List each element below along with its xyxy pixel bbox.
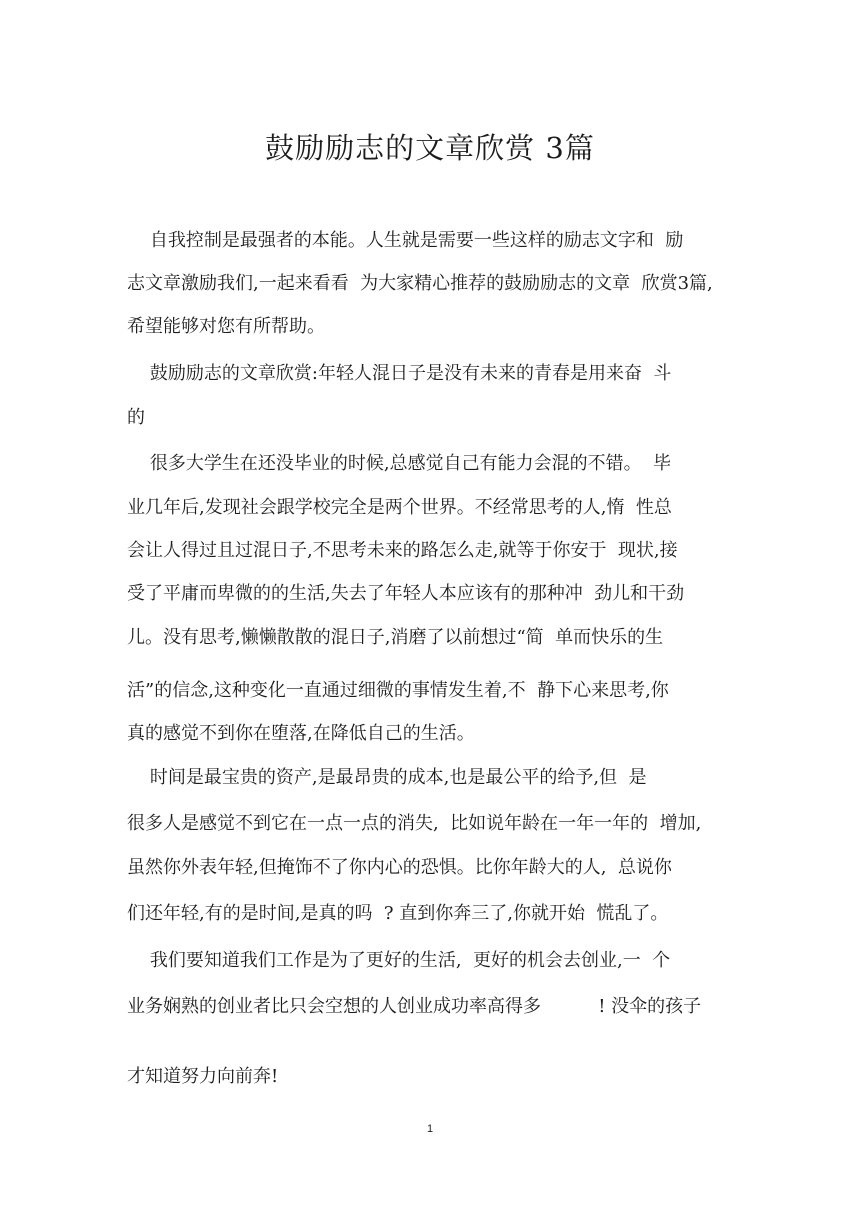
text-line: 才知道努力向前奔! <box>127 1066 279 1087</box>
page-number: 1 <box>426 1123 434 1135</box>
text-line: 业几年后,发现社会跟学校完全是两个世界。不经常思考的人,惰 性总 <box>127 497 672 518</box>
text-line: 受了平庸而卑微的的生活,失去了年轻人本应该有的那种冲 劲儿和干劲 <box>127 583 685 604</box>
text-line: 活”的信念,这种变化一直通过细微的事情发生着,不 静下心来思考,你 <box>127 680 669 701</box>
text-line: 很多大学生在还没毕业的时候,总感觉自己有能力会混的不错。 毕 <box>127 453 672 474</box>
text-line: 业务娴熟的创业者比只会空想的人创业成功率高得多 ! 没伞的孩子 <box>127 996 702 1017</box>
text-line: 虽然你外表年轻,但掩饰不了你内心的恐惧。比你年龄大的人, 总说你 <box>127 857 672 878</box>
text-line: 们还年轻,有的是时间,是真的吗 ? 直到你奔三了,你就开始 慌乱了。 <box>127 903 669 924</box>
text-line: 自我控制是最强者的本能。人生就是需要一些这样的励志文字和 励 <box>127 230 684 251</box>
text-line: 志文章激励我们,一起来看看 为大家精心推荐的鼓励励志的文章 欣赏3篇, <box>127 273 713 294</box>
text-line: 希望能够对您有所帮助。 <box>127 316 325 337</box>
text-line: 儿。没有思考,懒懒散散的混日子,消磨了以前想过“简 单而快乐的生 <box>127 627 664 648</box>
text-line: 的 <box>127 407 145 428</box>
text-line: 时间是最宝贵的资产,是最昂贵的成本,也是最公平的给予,但 是 <box>127 767 647 788</box>
document-title: 鼓励励志的文章欣赏 3篇 <box>265 131 595 165</box>
text-line: 会让人得过且过混日子,不思考未来的路怎么走,就等于你安于 现状,接 <box>127 540 678 561</box>
text-line: 我们要知道我们工作是为了更好的生活, 更好的机会去创业,一 个 <box>127 950 671 971</box>
text-line: 真的感觉不到你在堕落,在降低自己的生活。 <box>127 723 475 744</box>
text-line: 很多人是感觉不到它在一点一点的消失, 比如说年龄在一年一年的 增加, <box>127 813 702 834</box>
text-line: 鼓励励志的文章欣赏:年轻人混日子是没有未来的青春是用来奋 斗 <box>127 363 672 384</box>
